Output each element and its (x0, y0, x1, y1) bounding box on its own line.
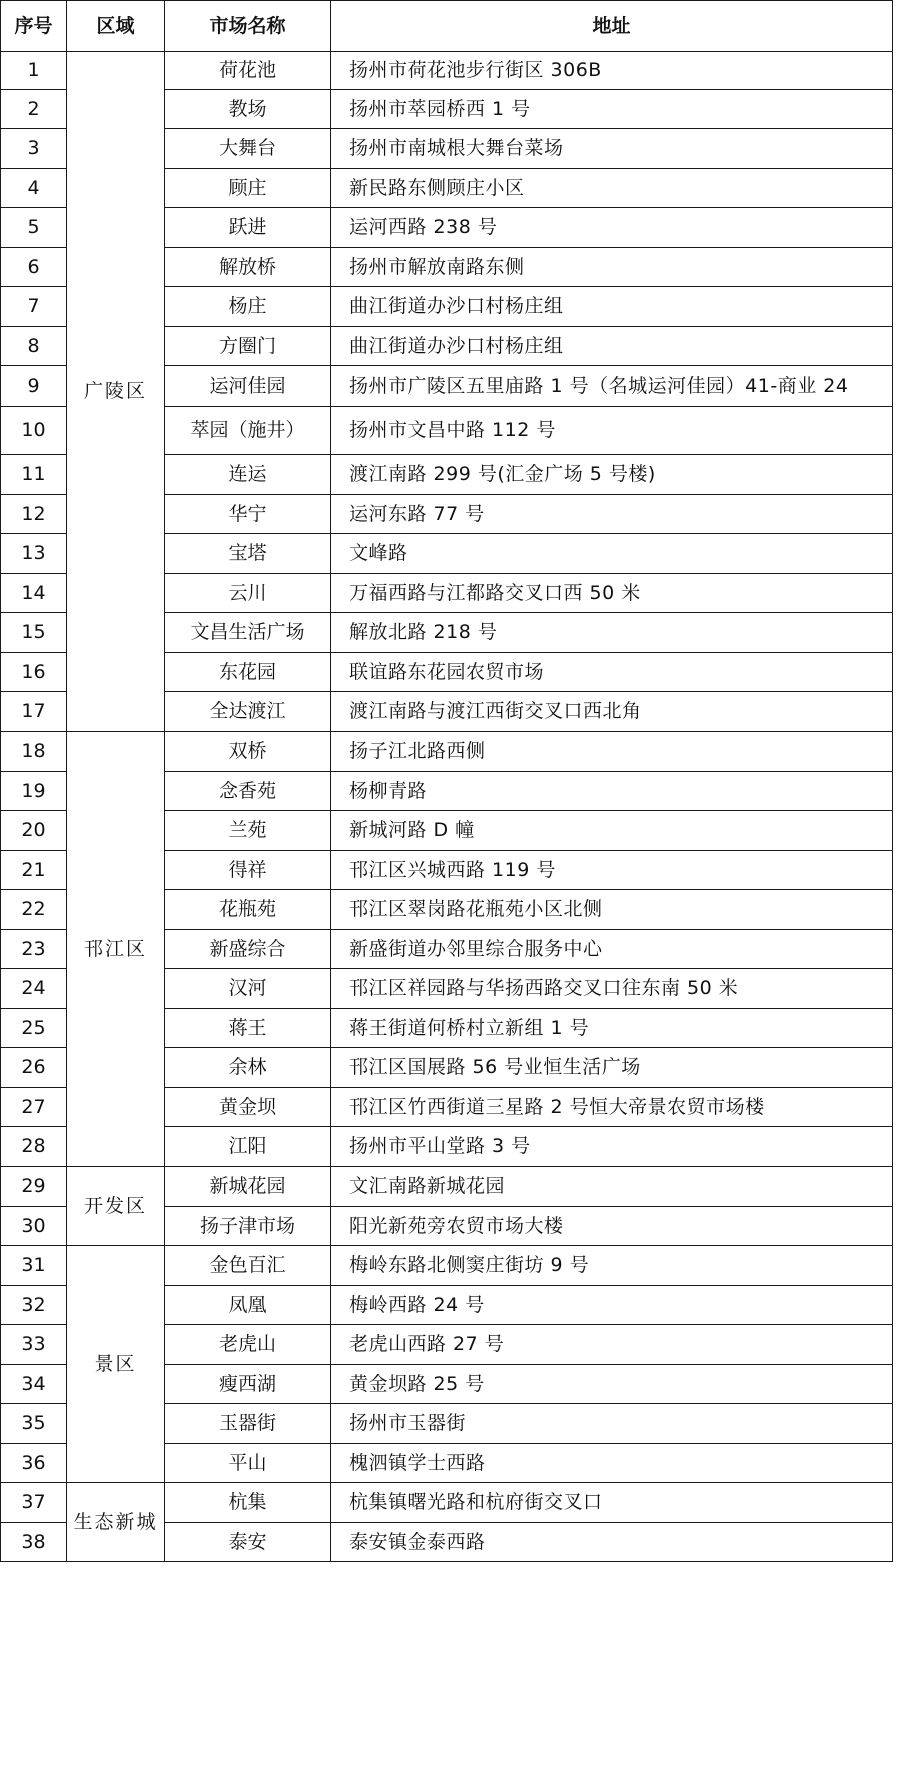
address-cell: 扬州市解放南路东侧 (331, 248, 893, 287)
row-index: 6 (1, 248, 67, 287)
row-index: 17 (1, 692, 67, 732)
row-index: 16 (1, 653, 67, 692)
market-name-cell: 东花园 (165, 653, 331, 692)
address-cell: 蒋王街道何桥村立新组 1 号 (331, 1009, 893, 1048)
row-index: 27 (1, 1088, 67, 1127)
row-index: 2 (1, 90, 67, 129)
market-name-cell: 运河佳园 (165, 366, 331, 407)
address-cell: 梅岭东路北侧窦庄街坊 9 号 (331, 1246, 893, 1286)
row-index: 23 (1, 930, 67, 969)
address-cell: 邗江区祥园路与华扬西路交叉口往东南 50 米 (331, 969, 893, 1009)
row-index: 32 (1, 1286, 67, 1325)
address-cell: 梅岭西路 24 号 (331, 1286, 893, 1325)
row-index: 13 (1, 534, 67, 574)
market-name-cell: 凤凰 (165, 1286, 331, 1325)
row-index: 35 (1, 1404, 67, 1444)
address-cell: 渡江南路与渡江西街交叉口西北角 (331, 692, 893, 732)
row-index: 21 (1, 851, 67, 890)
market-name-cell: 云川 (165, 574, 331, 613)
row-index: 3 (1, 129, 67, 169)
market-name-cell: 蒋王 (165, 1009, 331, 1048)
row-index: 24 (1, 969, 67, 1009)
address-cell: 新民路东侧顾庄小区 (331, 169, 893, 208)
table-row (1, 52, 893, 90)
address-cell: 文峰路 (331, 534, 893, 574)
market-name-cell: 顾庄 (165, 169, 331, 208)
region-cell: 生态新城 (67, 1483, 165, 1562)
address-cell: 运河东路 77 号 (331, 495, 893, 534)
row-index: 22 (1, 890, 67, 930)
market-name-cell: 念香苑 (165, 772, 331, 811)
row-index: 37 (1, 1483, 67, 1523)
market-name-cell: 余林 (165, 1048, 331, 1088)
market-name-cell: 玉器街 (165, 1404, 331, 1444)
market-name-cell: 新城花园 (165, 1167, 331, 1207)
header-address: 地址 (331, 1, 893, 52)
address-cell: 泰安镇金泰西路 (331, 1523, 893, 1562)
row-index: 1 (1, 52, 67, 90)
address-cell: 新盛街道办邻里综合服务中心 (331, 930, 893, 969)
market-name-cell: 扬子津市场 (165, 1207, 331, 1246)
address-cell: 杨柳青路 (331, 772, 893, 811)
address-cell: 邗江区翠岗路花瓶苑小区北侧 (331, 890, 893, 930)
row-index: 18 (1, 732, 67, 772)
row-index: 5 (1, 208, 67, 248)
address-cell: 扬州市文昌中路 112 号 (331, 407, 893, 455)
row-index: 10 (1, 407, 67, 455)
address-cell: 扬州市平山堂路 3 号 (331, 1127, 893, 1167)
market-name-cell: 江阳 (165, 1127, 331, 1167)
market-name-cell: 兰苑 (165, 811, 331, 851)
table-body (1, 52, 893, 1562)
row-index: 34 (1, 1365, 67, 1404)
address-cell: 阳光新苑旁农贸市场大楼 (331, 1207, 893, 1246)
address-cell: 联谊路东花园农贸市场 (331, 653, 893, 692)
row-index: 25 (1, 1009, 67, 1048)
table-row (1, 1246, 893, 1286)
market-name-cell: 连运 (165, 455, 331, 495)
region-cell: 广陵区 (67, 52, 165, 732)
address-cell: 邗江区国展路 56 号业恒生活广场 (331, 1048, 893, 1088)
market-name-cell: 泰安 (165, 1523, 331, 1562)
market-name-cell: 方圈门 (165, 327, 331, 366)
market-name-cell: 华宁 (165, 495, 331, 534)
market-name-cell: 萃园（施井） (165, 407, 331, 455)
address-cell: 曲江街道办沙口村杨庄组 (331, 287, 893, 327)
address-cell: 槐泗镇学士西路 (331, 1444, 893, 1483)
market-name-cell: 宝塔 (165, 534, 331, 574)
row-index: 20 (1, 811, 67, 851)
row-index: 8 (1, 327, 67, 366)
row-index: 26 (1, 1048, 67, 1088)
address-cell: 万福西路与江都路交叉口西 50 米 (331, 574, 893, 613)
address-cell: 渡江南路 299 号(汇金广场 5 号楼) (331, 455, 893, 495)
market-name-cell: 得祥 (165, 851, 331, 890)
market-name-cell: 老虎山 (165, 1325, 331, 1365)
address-cell: 文汇南路新城花园 (331, 1167, 893, 1207)
address-cell: 杭集镇曙光路和杭府街交叉口 (331, 1483, 893, 1523)
row-index: 29 (1, 1167, 67, 1207)
market-name-cell: 文昌生活广场 (165, 613, 331, 653)
address-cell: 扬州市南城根大舞台菜场 (331, 129, 893, 169)
row-index: 4 (1, 169, 67, 208)
row-index: 36 (1, 1444, 67, 1483)
address-cell: 邗江区竹西街道三星路 2 号恒大帝景农贸市场楼 (331, 1088, 893, 1127)
address-cell: 扬州市广陵区五里庙路 1 号（名城运河佳园）41-商业 24 (331, 366, 893, 407)
address-cell: 扬州市萃园桥西 1 号 (331, 90, 893, 129)
address-cell: 扬子江北路西侧 (331, 732, 893, 772)
table-row (1, 732, 893, 772)
header-region: 区域 (67, 1, 165, 52)
row-index: 30 (1, 1207, 67, 1246)
market-name-cell: 大舞台 (165, 129, 331, 169)
market-name-cell: 平山 (165, 1444, 331, 1483)
table-row (1, 1167, 893, 1207)
address-cell: 老虎山西路 27 号 (331, 1325, 893, 1365)
market-name-cell: 杭集 (165, 1483, 331, 1523)
address-cell: 扬州市荷花池步行街区 306B (331, 52, 893, 90)
market-name-cell: 解放桥 (165, 248, 331, 287)
market-name-cell: 双桥 (165, 732, 331, 772)
row-index: 31 (1, 1246, 67, 1286)
market-name-cell: 全达渡江 (165, 692, 331, 732)
address-cell: 运河西路 238 号 (331, 208, 893, 248)
row-index: 14 (1, 574, 67, 613)
market-name-cell: 金色百汇 (165, 1246, 331, 1286)
address-cell: 黄金坝路 25 号 (331, 1365, 893, 1404)
table-row (1, 1483, 893, 1523)
row-index: 7 (1, 287, 67, 327)
row-index: 19 (1, 772, 67, 811)
address-cell: 邗江区兴城西路 119 号 (331, 851, 893, 890)
region-cell: 邗江区 (67, 732, 165, 1167)
market-name-cell: 黄金坝 (165, 1088, 331, 1127)
row-index: 9 (1, 366, 67, 407)
address-cell: 扬州市玉器街 (331, 1404, 893, 1444)
region-cell: 景区 (67, 1246, 165, 1483)
row-index: 33 (1, 1325, 67, 1365)
header-index: 序号 (1, 1, 67, 52)
row-index: 12 (1, 495, 67, 534)
market-name-cell: 教场 (165, 90, 331, 129)
region-cell: 开发区 (67, 1167, 165, 1246)
header-market-name: 市场名称 (165, 1, 331, 52)
row-index: 38 (1, 1523, 67, 1562)
row-index: 11 (1, 455, 67, 495)
address-cell: 解放北路 218 号 (331, 613, 893, 653)
market-name-cell: 汉河 (165, 969, 331, 1009)
market-name-cell: 荷花池 (165, 52, 331, 90)
row-index: 28 (1, 1127, 67, 1167)
market-name-cell: 花瓶苑 (165, 890, 331, 930)
market-name-cell: 新盛综合 (165, 930, 331, 969)
market-name-cell: 跃进 (165, 208, 331, 248)
header-row (1, 1, 893, 52)
address-cell: 曲江街道办沙口村杨庄组 (331, 327, 893, 366)
market-name-cell: 瘦西湖 (165, 1365, 331, 1404)
row-index: 15 (1, 613, 67, 653)
market-name-cell: 杨庄 (165, 287, 331, 327)
address-cell: 新城河路 D 幢 (331, 811, 893, 851)
